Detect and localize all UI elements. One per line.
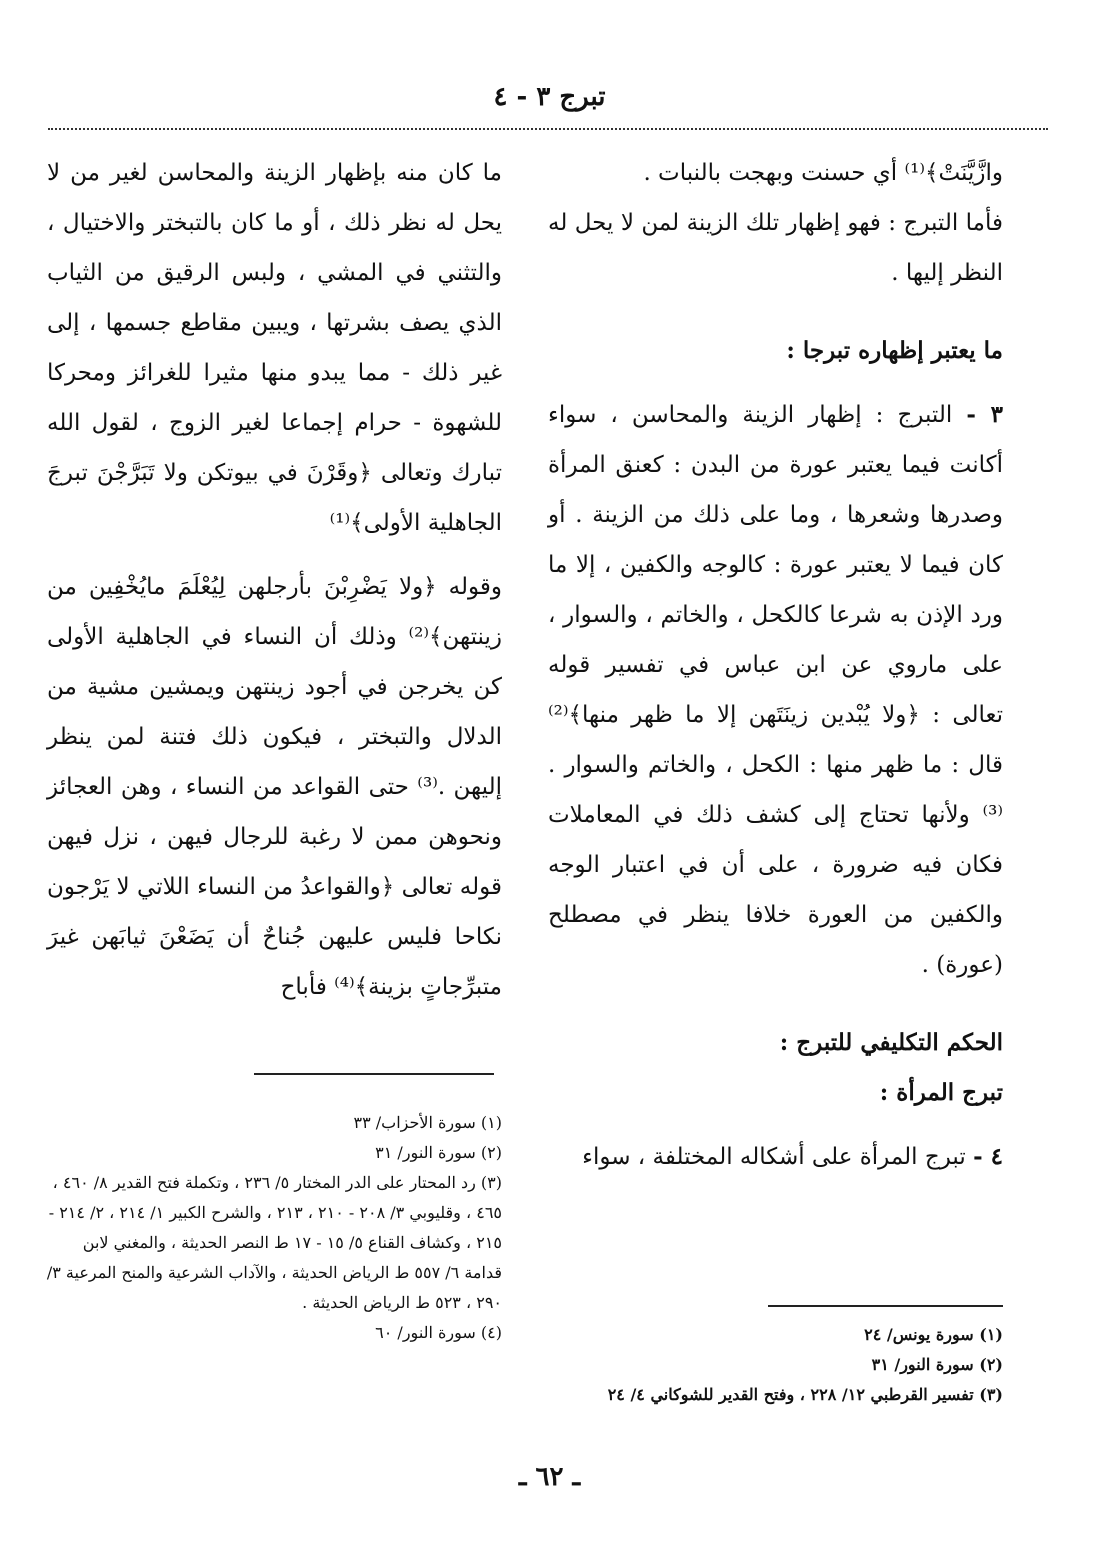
footnote-item: (٢) سورة النور/ ٣١ [871,1355,1003,1374]
footnote-item: (١) سورة الأحزاب/ ٣٣ [353,1113,502,1132]
paragraph-number: ٣ - [966,401,1003,428]
paragraph-3 [548,390,1003,990]
paragraph-continuation: ما كان منه بإظهار الزينة والمحاسن لغير من لا يحل له نظر ذلك ، أو ما كان بالتبختر والاختيال ، والتثني في المشي ، ولبس الرقيق من الثياب الذي يصف بشرتها ، ويبين مقاطع جسمها ، إلى غير ذلك - مما يبدو منها مثيرا للغرائز ومحركا للشهوة - حرام إجماعا لغير الزوج ، لقول الله تبارك وتعالى ﴿وقَرْنَ في بيوتكن ولا تَبَرَّجْنَ تبرجَ الجاهلية الأولى﴾⁽¹⁾ [47,160,502,536]
footnote-item: (٤) سورة النور/ ٦٠ [375,1323,502,1342]
footnote-divider-left [254,1073,494,1075]
section-heading-display: ما يعتبر إظهاره تبرجا : [786,337,1003,364]
footnote-divider-right [768,1305,1003,1307]
footnote-item: (٣) تفسير القرطبي ١٢/ ٢٢٨ ، وفتح القدير للشوكاني ٤/ ٢٤ [607,1385,1003,1404]
footnote-item: (١) سورة يونس/ ٢٤ [864,1325,1003,1344]
paragraph-text: تبرج المرأة على أشكاله المختلفة ، سواء [582,1144,966,1170]
footnotes-right [548,1320,1003,1410]
section-heading-women: تبرج المرأة : [879,1079,1003,1106]
footnote-item: (٢) سورة النور/ ٣١ [375,1143,502,1162]
intro-verse-paragraph: وازَّيَّنَتْ﴾⁽¹⁾ أي حسنت وبهجت بالنبات . [643,160,1003,186]
page-number: ـ ٦٢ ـ [518,1462,581,1492]
header-divider [48,128,1048,130]
footnote-item: (٣) رد المحتار على الدر المختار ٥/ ٢٣٦ ، وتكملة فتح القدير ٨/ ٤٦٠ ، ٤٦٥ ، وقليوبي ٣/ ٢٠٨ - ٢١٠ ، ٢١٣ ، والشرح الكبير ١/ ٢١٤ ، ٢/ ٢١٤ - ٢١٥ ، وكشاف القناع ٥/ ١٥ - ١٧ ط النصر الحديثة ، والمغني لابن قدامة ٦/ ٥٥٧ ط الرياض الحديثة ، والآداب الشرعية والمنح المرعية ٣/ ٢٩٠ ، ٥٢٣ ط الرياض الحديثة . [46,1173,502,1312]
paragraph-number: ٤ - [973,1143,1003,1170]
paragraph-verse-quote: وقوله ﴿ولا يَضْرِبْنَ بأرجلهن لِيُعْلَمَ مايُخْفِين من زينتهن﴾⁽²⁾ وذلك أن النساء في الجاهلية الأولى كن يخرجن في أجود زينتهن ويمشين مشية من الدلال والتبختر ، فيكون ذلك فتنة لمن ينظر إليهن .⁽³⁾ حتى القواعد من النساء ، وهن العجائز ونحوهن ممن لا رغبة للرجال فيهن ، نزل فيهن قوله تعالى ﴿والقواعدُ من النساء اللاتي لا يَرْجون نكاحا فليس عليهن جُناحٌ أن يَضَعْنَ ثيابَهن غيرَ متبرِّجاتٍ بزينة﴾⁽⁴⁾ فأباح [47,574,502,1000]
paragraph-4 [548,1132,1003,1182]
paragraph-text: التبرج : إظهار الزينة والمحاسن ، سواء أكانت فيما يعتبر عورة من البدن : كعنق المرأة وصدرها وشعرها ، وما على ذلك من الزينة . أو كان فيما لا يعتبر عورة : كالوجه والكفين ، إلا ما ورد الإذن به شرعا كالكحل ، والخاتم ، والسوار ، على ماروي عن ابن عباس في تفسير قوله تعالى : ﴿ولا يُبْدين زينَتَهن إلا ما ظهر منها﴾⁽²⁾ قال : ما ظهر منها : الكحل ، والخاتم والسوار .⁽³⁾ ولأنها تحتاج إلى كشف ذلك في المعاملات فكان فيه ضرورة ، على أن في اعتبار الوجه والكفين من العورة خلافا ينظر في مصطلح (عورة) . [548,402,1003,978]
left-column [47,148,502,1012]
right-column [548,148,1003,1182]
definition-paragraph: فأما التبرج : فهو إظهار تلك الزينة لمن لا يحل له النظر إليها . [548,210,1003,286]
section-heading-ruling: الحكم التكليفي للتبرج : [779,1029,1003,1056]
page-header: تبرج ٣ - ٤ [493,82,606,112]
footnotes-left [42,1108,502,1348]
